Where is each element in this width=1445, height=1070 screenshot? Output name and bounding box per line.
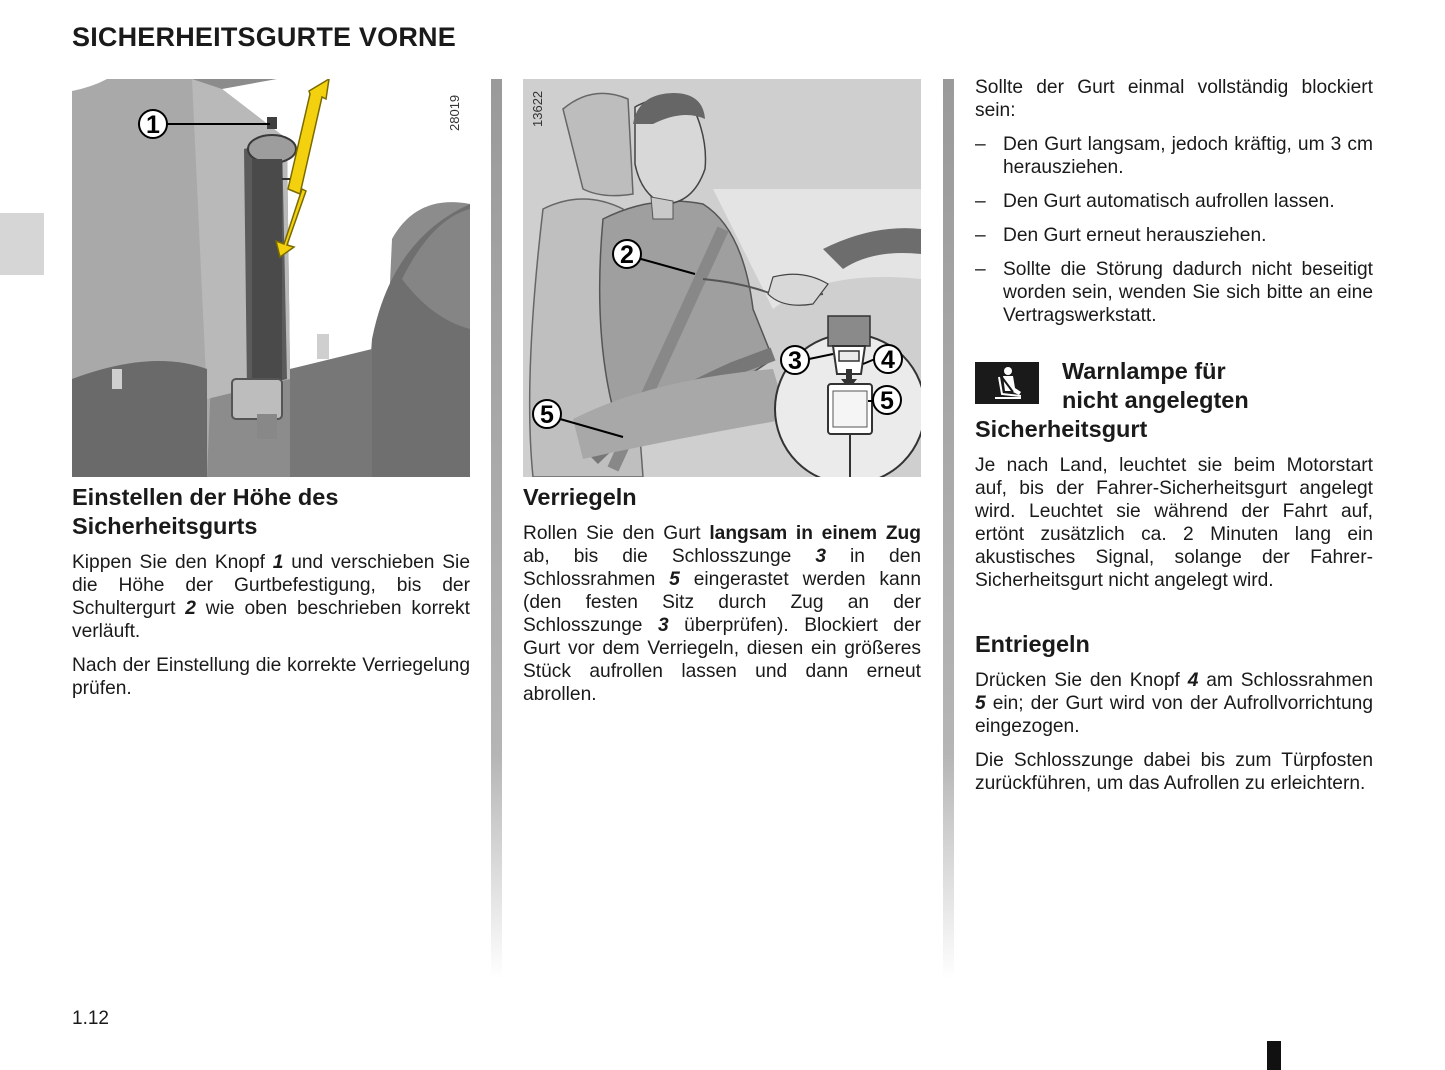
section-heading-lock: Verriegeln	[523, 484, 637, 510]
middle-column	[523, 79, 921, 717]
seatbelt-warning-icon	[975, 362, 1039, 404]
page-title: SICHERHEITSGURTE VORNE	[72, 22, 456, 52]
list-item: – Den Gurt langsam, jedoch kräftig, um 3 cm herausziehen.	[975, 133, 1373, 179]
figure-code: 13622	[530, 90, 545, 127]
paragraph-check-lock: Nach der Einstellung die korrekte Verriegelung prüfen.	[72, 655, 470, 699]
paragraph-blocked-intro: Sollte der Gurt einmal vollständig blockiert sein:	[975, 77, 1373, 121]
figure-code: 28019	[447, 94, 462, 131]
paragraph-warning-lamp: Je nach Land, leuchtet sie beim Motorstart auf, bis der Fahrer-Sicherheitsgurt angelegt wird. Leuchtet sie während der Fahrt auf, ertönt zusätzlich ca. 2 Minuten lang ein akustisches Signal, solange der Fahrer-Sicherheitsgurt nicht angelegt wird.	[975, 455, 1373, 591]
warning-lamp-block	[975, 357, 1373, 592]
callout-4: 4	[881, 346, 895, 374]
callout-3: 3	[788, 347, 802, 375]
list-item: – Sollte die Störung dadurch nicht beseitigt worden sein, wenden Sie sich bitte an eine Vertragswerkstatt.	[975, 258, 1373, 327]
warning-lamp-title: Warnlampe für nicht angelegten Sicherheitsgurt	[975, 358, 1249, 442]
section-heading-unlock: Entriegeln	[975, 631, 1090, 657]
callout-1: 1	[146, 111, 160, 139]
paragraph-unlock: Drücken Sie den Knopf 4 am Schlossrahmen 5 ein; der Gurt wird von der Aufrollvorrichtung eingezogen.	[975, 670, 1373, 737]
column-divider	[491, 79, 502, 979]
list-item: – Den Gurt erneut herausziehen.	[975, 224, 1373, 247]
section-tab	[0, 213, 44, 275]
seatbelt-height-illustration	[72, 79, 470, 477]
edge-marker	[1267, 1041, 1281, 1070]
paragraph-unlock-tongue: Die Schlosszunge dabei bis zum Türpfosten zurückführen, um das Aufrollen zu erleichtern.	[975, 750, 1373, 794]
section-heading-height: Einstellen der Höhe des Sicherheitsgurts	[72, 484, 339, 539]
page-number: 1.12	[72, 1008, 109, 1029]
callout-5-seat: 5	[540, 401, 554, 429]
left-column	[72, 79, 470, 711]
paragraph-lock: Rollen Sie den Gurt langsam in einem Zug ab, bis die Schlosszunge 3 in den Schlossrahmen 5 eingerastet werden kann (den festen Sitz durch Zug an der Schlosszunge 3 überprüfen). Blockiert der Gurt vor dem Verriegeln, diesen ein größeres Stück aufrollen lassen und dann erneut abrollen.	[523, 523, 922, 705]
blocked-steps-list	[975, 133, 1373, 327]
seatbelt-lock-illustration	[523, 79, 921, 477]
paragraph-height-adjust: Kippen Sie den Knopf 1 und verschieben Sie die Höhe der Gurtbefestigung, bis der Schultergurt 2 wie oben beschrieben korrekt verläuft.	[72, 552, 470, 642]
column-divider	[943, 79, 954, 979]
callout-5-buckle: 5	[880, 387, 894, 415]
right-column	[975, 76, 1373, 806]
list-item: – Den Gurt automatisch aufrollen lassen.	[975, 190, 1373, 213]
callout-2: 2	[620, 241, 634, 269]
